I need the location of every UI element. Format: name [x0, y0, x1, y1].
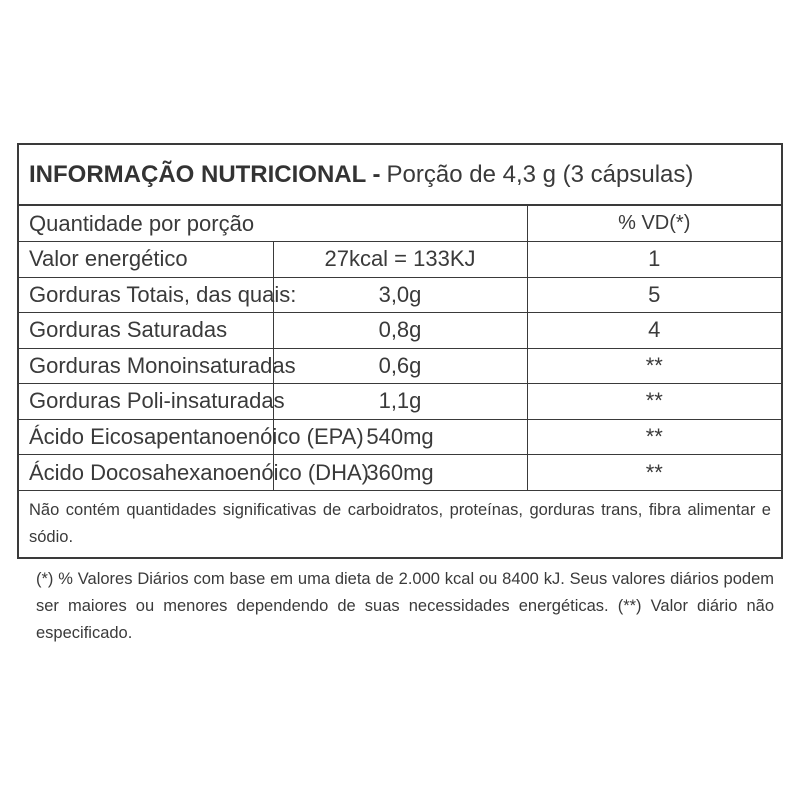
header-row — [19, 206, 781, 242]
nutrient-name: Ácido Eicosapentanoenóico (EPA) — [19, 419, 273, 455]
nutrient-amount: 27kcal = 133KJ — [273, 242, 527, 278]
footnote: (*) % Valores Diários com base em uma dieta de 2.000 kcal ou 8400 kJ. Seus valores diários podem ser maiores ou menores dependendo de suas necessidades energéticas. (**) Valor diário não especificado. — [36, 570, 774, 642]
title-heading: INFORMAÇÃO NUTRICIONAL - — [29, 160, 381, 188]
nutrient-name: Gorduras Saturadas — [19, 313, 273, 349]
table-row — [19, 313, 781, 349]
nutrient-name: Gorduras Monoinsaturadas — [19, 348, 273, 384]
serving-size: Porção de 4,3 g (3 cápsulas) — [386, 160, 694, 188]
header-quantity: Quantidade por porção — [29, 210, 255, 236]
nutrient-amount: 0,6g — [273, 348, 527, 384]
nutrient-name: Ácido Docosahexanoenóico (DHA) — [19, 455, 273, 491]
nutrient-amount: 0,8g — [273, 313, 527, 349]
nutrient-name: Gorduras Totais, das quais: — [19, 277, 273, 313]
nutrient-amount: 540mg — [273, 419, 527, 455]
table-title — [19, 145, 781, 206]
table-row — [19, 455, 781, 491]
table-row — [19, 277, 781, 313]
nutrient-vd: ** — [527, 384, 781, 420]
nutrient-vd: ** — [527, 455, 781, 491]
nutrient-table — [19, 206, 781, 490]
nutrient-name: Gorduras Poli-insaturadas — [19, 384, 273, 420]
nutrient-amount: 1,1g — [273, 384, 527, 420]
table-row — [19, 384, 781, 420]
nutrient-vd: ** — [527, 419, 781, 455]
nutrient-vd: 5 — [527, 277, 781, 313]
nutrient-vd: 1 — [527, 242, 781, 278]
header-daily-value: % VD(*) — [527, 206, 781, 242]
table-row — [19, 242, 781, 278]
table-row — [19, 348, 781, 384]
nutrient-vd: ** — [527, 348, 781, 384]
nutrient-name: Valor energético — [19, 242, 273, 278]
table-note: Não contém quantidades significativas de carboidratos, proteínas, gorduras trans, fibra alimentar e sódio. — [19, 490, 781, 557]
nutrient-amount: 360mg — [273, 455, 527, 491]
nutrition-facts-table — [17, 143, 783, 559]
nutrient-vd: 4 — [527, 313, 781, 349]
nutrient-amount: 3,0g — [273, 277, 527, 313]
table-row — [19, 419, 781, 455]
